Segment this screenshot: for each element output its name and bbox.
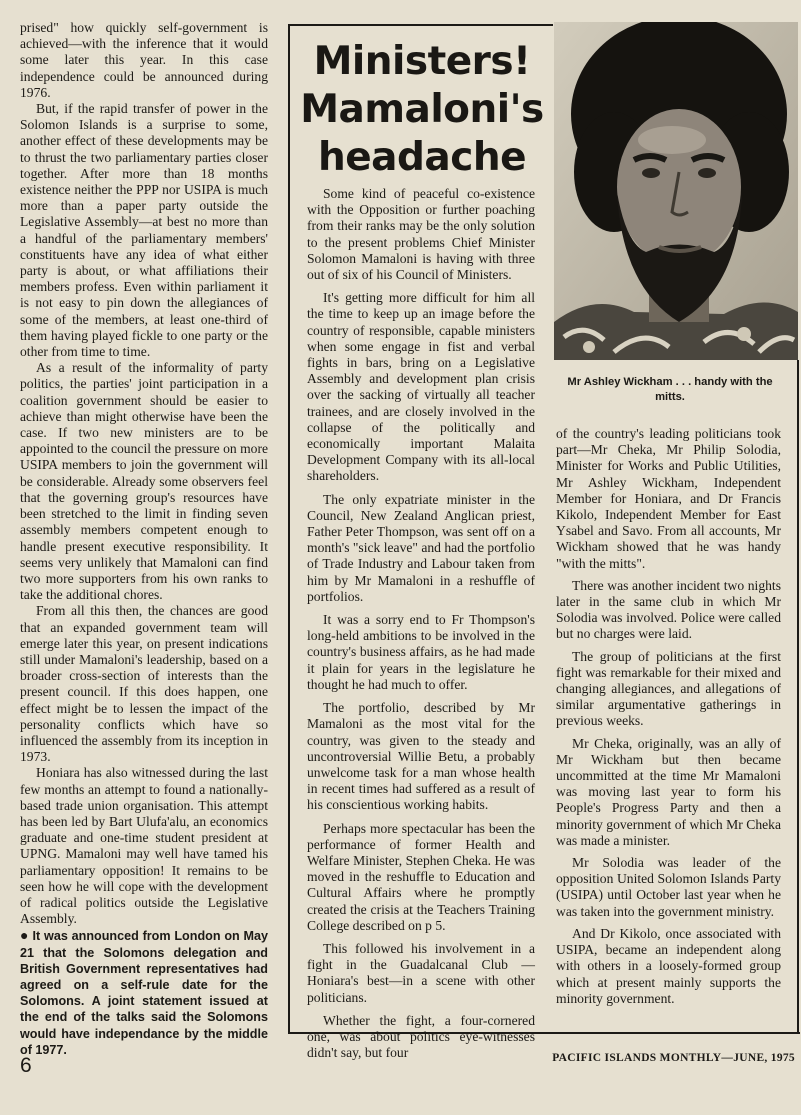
middle-paragraph: Whether the fight, a four-cornered one, was about politics eye-witnesses didn't say, but four [307,1012,535,1061]
portrait-illustration [554,22,798,360]
left-paragraph: prised" how quickly self-government is achieved—with the inference that it would some later this year. In this case independence could be announced during 1976. [20,20,268,100]
headline-line: Mamaloni's [300,87,544,132]
box-rule-left [288,24,290,1032]
middle-paragraph: It's getting more difficult for him all the time to keep up an image before the country of responsible, capable ministers when some engage in fist and verbal fights in bars, bring on a Legislative Assembly and development plan crisis over the sacking of virtually all teacher trainees, and are closely involved in the collapse of the politically and economically important Malaita Development Company with its all-local shareholders. [307,290,535,484]
middle-column [307,186,535,1068]
page-number: 6 [20,1054,32,1077]
left-paragraph: Honiara has also witnessed during the last few months an attempt to found a nationally-based trade union organisation. This attempt has been led by Bart Ulufa'alu, an economics graduate and one-time student president at UPNG. Mamaloni may well have tamed his parliamentary opposition! It remains to be seen how he will cope with the development of radical politics outside the Legislative Assembly. [20,765,268,927]
portrait-photo [554,22,798,360]
right-paragraph: of the country's leading politicians took part—Mr Cheka, Mr Philip Solodia, Minister for Works and Public Utilities, Mr Ashley Wickham, Independent Member for Honiara, and Dr Francis Kikolo, Independent Member for East Ysabel and Savo. From all accounts, Mr Wickham showed that he was handy "with the mitts". [556,426,781,571]
left-paragraph: From all this then, the chances are good that an expanded government team will emerge later this year, on present indications still under Mamaloni's leadership, based on a broader cross-section of interests than the present council. If this does happen, one effect might be to lessen the impact of the personality conflicts which have so influenced the assembly from its inception in 1973. [20,603,268,765]
middle-paragraph: Perhaps more spectacular has been the performance of former Health and Welfare Minister, Stephen Cheka. He was moved in the reshuffle to Education and Cultural Affairs where he promptly created the crisis at the Teachers Training College described on p 5. [307,820,535,933]
left-column [20,20,268,1058]
headline-line: Ministers! [313,39,531,84]
box-rule-right [797,360,799,1032]
publication-footer: PACIFIC ISLANDS MONTHLY—JUNE, 1975 [552,1052,795,1064]
right-paragraph: Mr Cheka, originally, was an ally of Mr Wickham but then became uncommitted at the time Mr Mamaloni was moving last year to form his People's Progress Party and then a minority government of which Mr Cheka was made a minister. [556,735,781,848]
middle-paragraph: The only expatriate minister in the Council, New Zealand Anglican priest, Father Peter Thompson, was sent off on a month's "sick leave" and had the portfolio of Trade Industry and Labour taken from him by Mr Mamaloni in a reshuffle of portfolios. [307,491,535,604]
right-paragraph: The group of politicians at the first fight was remarkable for their mixed and changing allegiances, and allegations of similar argumentative gatherings in previous weeks. [556,648,781,729]
announcement-text: It was announced from London on May 21 that the Solomons delegation and British Government representatives had agreed on a self-rule date for the Solomons. A joint statement issued at the end of the talks said the Solomons would have independance by the middle of 1977. [20,929,268,1057]
right-paragraph: Mr Solodia was leader of the opposition United Solomon Islands Party (USIPA) until October last year when he was taken into the government ministry. [556,855,781,919]
middle-paragraph: Some kind of peaceful co-existence with the Opposition or further poaching from their ranks may be the only solution to the present problems Chief Minister Solomon Mamaloni is having with three out of six of his Council of Ministers. [307,186,535,283]
left-paragraph: But, if the rapid transfer of power in the Solomon Islands is a surprise to some, another effect of these developments may be to thrust the two parliamentary parties closer together. After more than 18 months existence neither the PPP nor USIPA is much more than a paper party outside the Legislative Assembly—at best no more than a handful of the parliamentary members' constituents have any idea of what either party is about, or what affiliations their members profess. Even within parliament it is not easy to pin down the allegiances of some of the members, at least one-third of them having played fickle to one party or the other from time to time. [20,101,268,360]
box-rule-top [288,24,553,26]
left-paragraph: As a result of the informality of party politics, the parties' joint participation in a coalition government should be easier to achieve than might otherwise have been the case. If two new ministers are to be appointed to the council the pressure on more USIPA members to join the government will be considerable. Already some observers feel that the governing group's resources have been stretched to the limit in finding seven assembly members competent enough to handle present executive responsibility. It seems very unlikely that Mamaloni can find two more supporters from his own ranks to take the additional chores. [20,360,269,603]
photo-caption: Mr Ashley Wickham . . . handy with the mitts. [567,376,773,403]
middle-paragraph: This followed his involvement in a fight in the Guadalcanal Club —Honiara's best—in a scene with other politicians. [307,940,535,1005]
bullet-icon: ● [20,927,29,944]
middle-paragraph: It was a sorry end to Fr Thompson's long-held ambitions to be involved in the country's business affairs, as he had made it plain for years in the legislature he thought he had much to offer. [307,612,535,692]
right-column [556,426,781,1013]
announcement-paragraph [20,927,268,1058]
article-headline [296,38,548,182]
right-paragraph: There was another incident two nights later in the same club in which Mr Solodia was involved. Police were called but no charges were laid. [556,577,781,642]
right-paragraph: And Dr Kikolo, once associated with USIPA, became an independent along with others in a loosely-formed group which at present mainly supports the minority government. [556,925,781,1006]
middle-paragraph: The portfolio, described by Mr Mamaloni as the most vital for the country, was given to the steady and uncontroversial Willie Betu, a probably unwelcome task for a man whose health in recent times had suffered as a result of his conscientious working habits. [307,700,535,813]
headline-line: headache [317,135,527,180]
